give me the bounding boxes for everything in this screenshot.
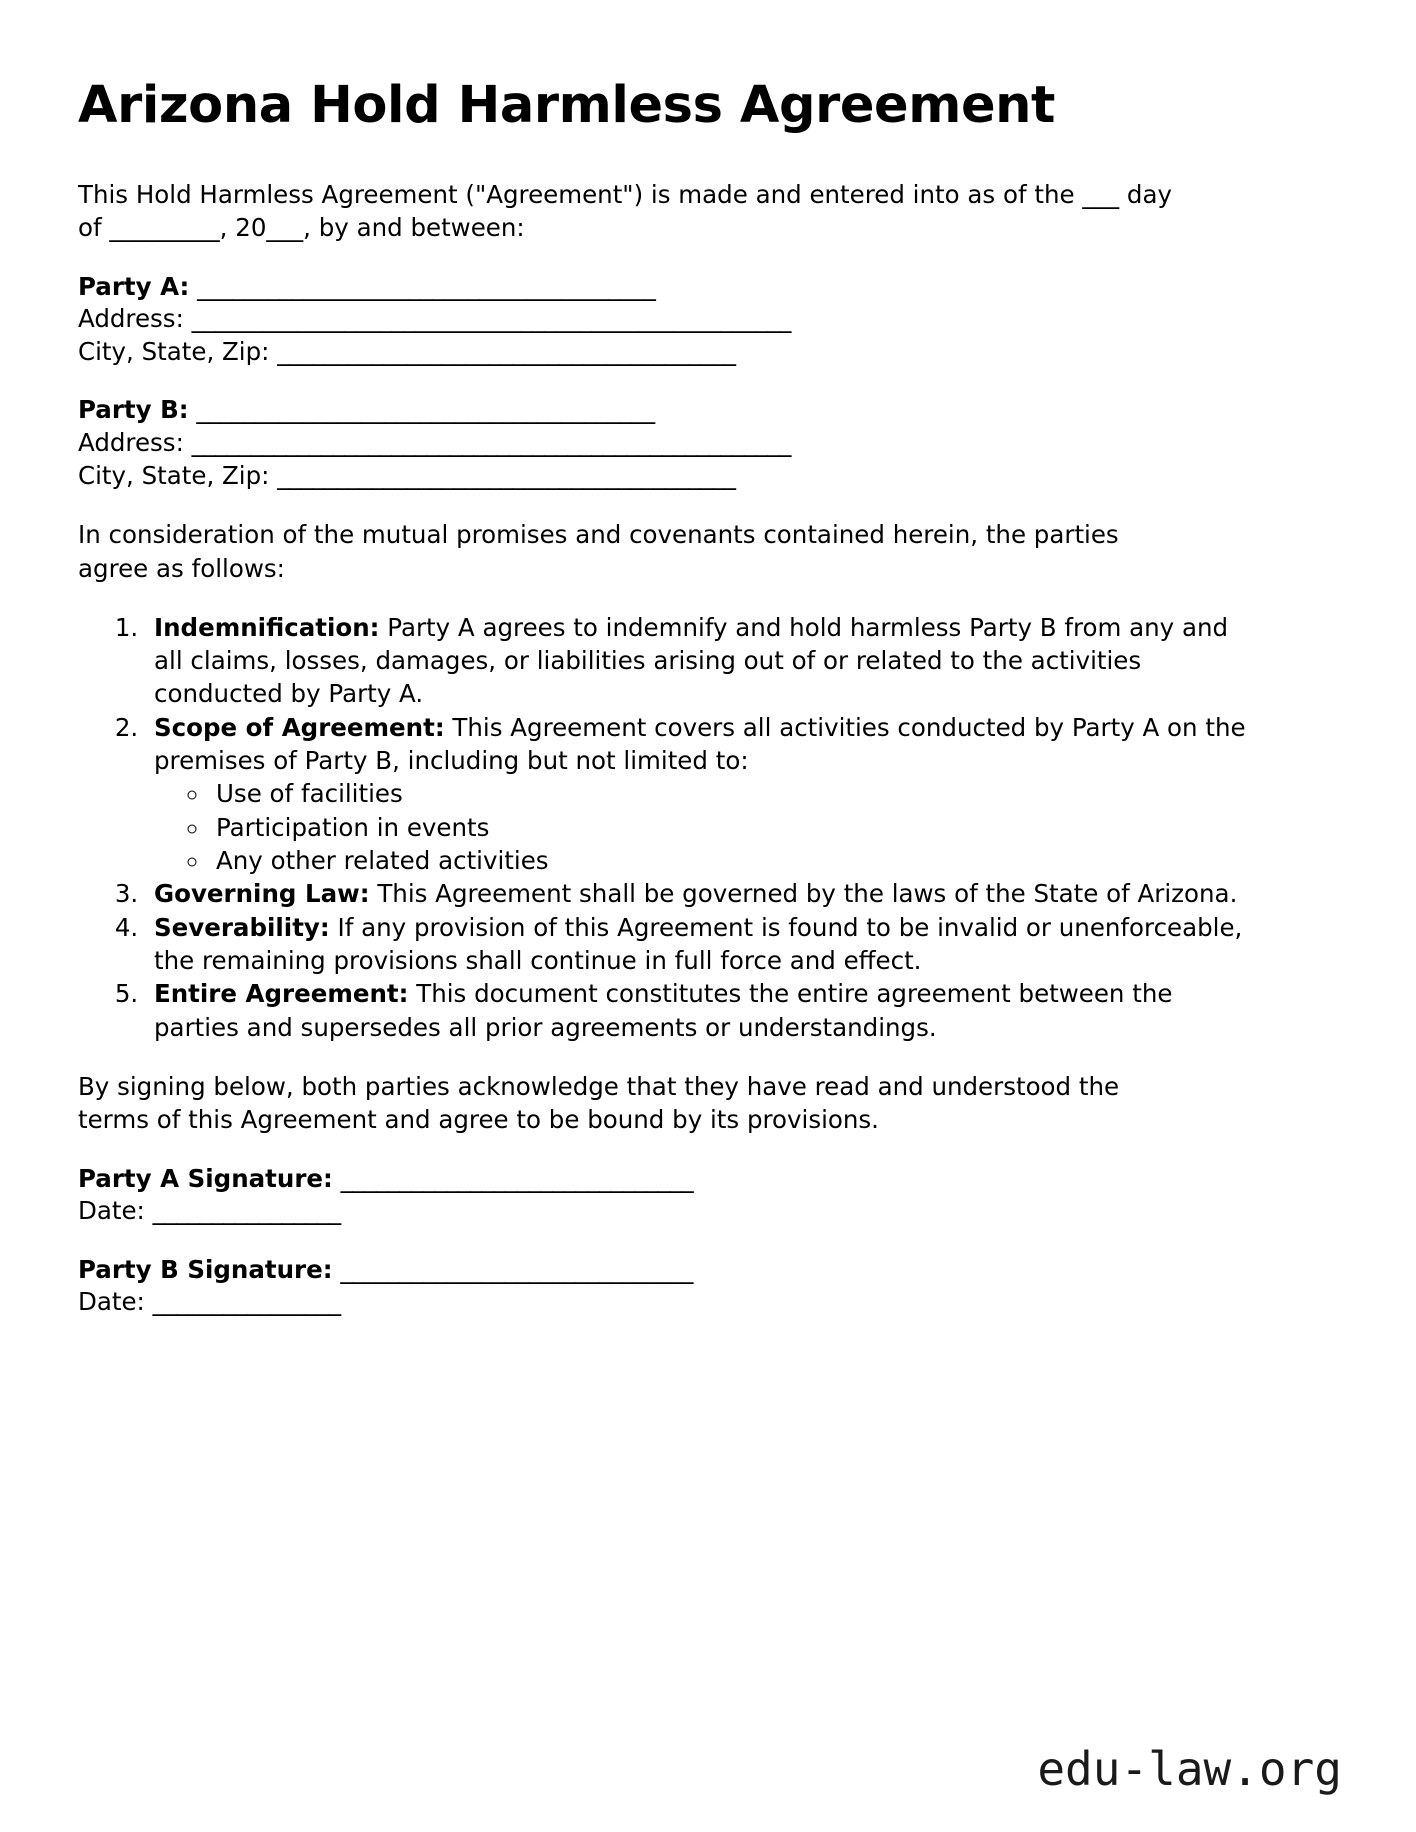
party-a-date-line bbox=[78, 1195, 1336, 1228]
party-a-city-line bbox=[78, 336, 1336, 369]
party-b-address-blank[interactable]: ___________________________________________________ bbox=[191, 428, 791, 458]
list-item: ◦ Use of facilities bbox=[210, 777, 1256, 810]
party-a-name-blank[interactable]: _______________________________________ bbox=[197, 271, 656, 301]
party-b-city-line bbox=[78, 460, 1336, 493]
list-item: ◦ Any other related activities bbox=[210, 844, 1256, 877]
party-b-signature-label: Party B Signature: bbox=[78, 1254, 333, 1284]
term-body: This Agreement shall be governed by the laws of the State of Arizona. bbox=[369, 879, 1238, 909]
party-a-fieldset bbox=[78, 271, 1336, 369]
party-a-signature-block bbox=[78, 1163, 1336, 1228]
party-a-name-line bbox=[78, 271, 1336, 304]
party-a-date-label: Date: bbox=[78, 1196, 145, 1226]
party-a-address-blank[interactable]: ___________________________________________________ bbox=[191, 304, 791, 334]
party-b-date-label: Date: bbox=[78, 1287, 145, 1317]
list-item bbox=[146, 877, 1256, 910]
party-a-address-line bbox=[78, 303, 1336, 336]
party-b-name-line bbox=[78, 394, 1336, 427]
party-a-label: Party A: bbox=[78, 271, 190, 301]
term-body: Party A agrees to indemnify and hold harmless Party B from any and all claims, losses, damages, or liabilities arising out of or related to the activities conducted by Party A. bbox=[154, 612, 1229, 709]
party-a-city-label: City, State, Zip: bbox=[78, 336, 270, 366]
page-title: Arizona Hold Harmless Agreement bbox=[78, 76, 1056, 135]
acknowledgement-paragraph: By signing below, both parties acknowledge that they have read and understood the terms of this Agreement and agree to be bound by its provisions. bbox=[78, 1071, 1120, 1135]
footer-brand: edu-law.org bbox=[1037, 1742, 1342, 1796]
party-a-city-blank[interactable]: _______________________________________ bbox=[277, 336, 736, 366]
party-b-signature-line bbox=[78, 1254, 1336, 1287]
party-b-address-line bbox=[78, 427, 1336, 460]
term-body: This document constitutes the entire agreement between the parties and supersedes all prior agreements or understandings. bbox=[154, 979, 1173, 1042]
party-b-date-blank[interactable]: ________________ bbox=[152, 1287, 341, 1317]
terms-list bbox=[78, 611, 1256, 1044]
term-body: This Agreement covers all activities conducted by Party A on the premises of Party B, including but not limited to: bbox=[154, 712, 1246, 776]
party-b-name-blank[interactable]: _______________________________________ bbox=[196, 395, 655, 425]
party-b-label: Party B: bbox=[78, 395, 189, 425]
party-b-signature-block bbox=[78, 1254, 1336, 1319]
term-heading: Scope of Agreement: bbox=[154, 712, 445, 742]
list-item: ◦ Participation in events bbox=[210, 811, 1256, 844]
party-a-signature-line bbox=[78, 1163, 1336, 1196]
list-item bbox=[146, 611, 1256, 711]
party-a-signature-label: Party A Signature: bbox=[78, 1163, 333, 1193]
scope-subitems-list bbox=[154, 777, 1256, 877]
term-heading: Indemnification: bbox=[154, 612, 380, 642]
party-a-date-blank[interactable]: ________________ bbox=[152, 1196, 341, 1226]
list-item bbox=[146, 711, 1256, 878]
term-heading: Governing Law: bbox=[154, 879, 370, 909]
party-b-fieldset bbox=[78, 394, 1336, 492]
party-b-signature-blank[interactable]: ______________________________ bbox=[340, 1254, 693, 1284]
term-body: If any provision of this Agreement is found to be invalid or unenforceable, the remaining provisions shall continue in full force and effect. bbox=[154, 912, 1243, 975]
term-heading: Entire Agreement: bbox=[154, 979, 409, 1009]
party-b-city-label: City, State, Zip: bbox=[78, 460, 270, 490]
list-item bbox=[146, 911, 1256, 978]
intro-paragraph: This Hold Harmless Agreement ("Agreement") is made and entered into as of the ___ day of _________, 20___, by and between: bbox=[78, 180, 1172, 243]
consideration-paragraph: In consideration of the mutual promises and covenants contained herein, the parties agree as follows: bbox=[78, 520, 1119, 583]
party-a-address-label: Address: bbox=[78, 304, 184, 334]
party-b-city-blank[interactable]: _______________________________________ bbox=[277, 460, 736, 490]
party-b-date-line bbox=[78, 1286, 1336, 1319]
party-a-signature-blank[interactable]: ______________________________ bbox=[340, 1163, 694, 1193]
party-b-address-label: Address: bbox=[78, 428, 184, 458]
list-item bbox=[146, 977, 1256, 1044]
term-heading: Severability: bbox=[154, 912, 330, 942]
